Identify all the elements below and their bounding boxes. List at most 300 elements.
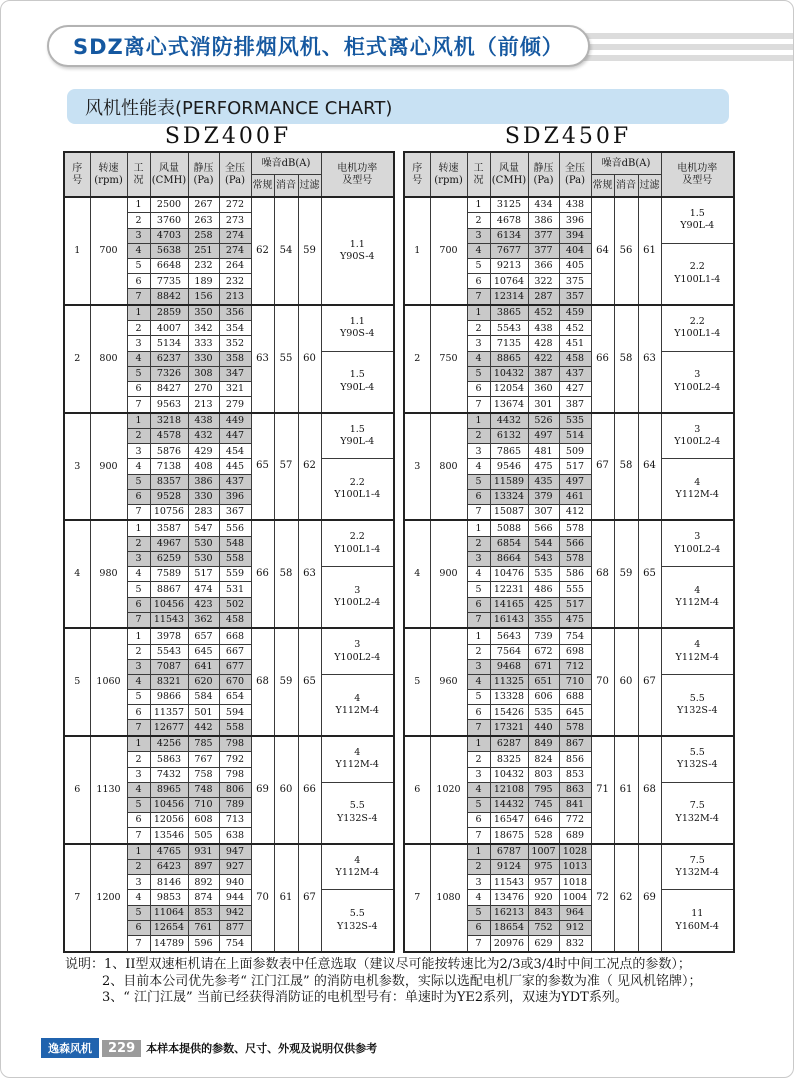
- cell-condition: 3: [467, 659, 490, 674]
- cell-static-pressure: 432: [188, 428, 219, 443]
- cell-flow: 11325: [490, 674, 528, 689]
- cell-motor: 5.5 Y132S-4: [321, 782, 394, 843]
- cell-motor: 7.5 Y132M-4: [661, 782, 734, 843]
- cell-total-pressure: 586: [559, 567, 591, 582]
- cell-rpm: 900: [90, 413, 127, 521]
- cell-total-pressure: 754: [219, 936, 251, 952]
- cell-static-pressure: 386: [528, 213, 559, 228]
- cell-condition: 4: [127, 782, 150, 797]
- cell-flow: 3760: [150, 213, 188, 228]
- cell-total-pressure: 578: [559, 551, 591, 566]
- cell-total-pressure: 712: [559, 659, 591, 674]
- header-condition: 工 况: [467, 152, 490, 197]
- cell-condition: 5: [467, 582, 490, 597]
- cell-noise-normal: 71: [591, 736, 614, 844]
- cell-noise-normal: 70: [251, 844, 274, 952]
- cell-static-pressure: 189: [188, 274, 219, 289]
- cell-total-pressure: 940: [219, 875, 251, 890]
- cell-flow: 6787: [490, 844, 528, 860]
- cell-condition: 6: [127, 489, 150, 504]
- cell-condition: 6: [467, 813, 490, 828]
- cell-group-no: 5: [64, 628, 90, 736]
- cell-static-pressure: 767: [188, 752, 219, 767]
- cell-condition: 7: [467, 504, 490, 520]
- cell-rpm: 1080: [430, 844, 467, 952]
- cell-noise-filtered: 63: [638, 305, 661, 413]
- cell-condition: 5: [127, 258, 150, 273]
- header-motor: 电机功率 及型号: [661, 152, 734, 197]
- cell-noise-silenced: 55: [274, 305, 298, 413]
- cell-flow: 10456: [150, 597, 188, 612]
- cell-static-pressure: 505: [188, 828, 219, 844]
- cell-flow: 9468: [490, 659, 528, 674]
- cell-condition: 7: [127, 612, 150, 628]
- cell-rpm: 960: [430, 628, 467, 736]
- cell-motor: 3 Y100L2-4: [661, 520, 734, 566]
- cell-total-pressure: 387: [559, 397, 591, 413]
- cell-condition: 1: [127, 413, 150, 429]
- cell-condition: 3: [467, 767, 490, 782]
- cell-flow: 6134: [490, 228, 528, 243]
- cell-flow: 13546: [150, 828, 188, 844]
- cell-condition: 2: [127, 213, 150, 228]
- cell-static-pressure: 387: [528, 366, 559, 381]
- notes-block: [65, 957, 737, 1007]
- cell-flow: 14432: [490, 797, 528, 812]
- cell-static-pressure: 287: [528, 289, 559, 305]
- cell-static-pressure: 333: [188, 336, 219, 351]
- cell-total-pressure: 394: [559, 228, 591, 243]
- header-noise: 噪音dB(A): [251, 152, 321, 175]
- cell-noise-filtered: 65: [298, 628, 321, 736]
- cell-static-pressure: 874: [188, 890, 219, 905]
- cell-static-pressure: 543: [528, 551, 559, 566]
- table-row: [64, 305, 394, 321]
- cell-condition: 7: [127, 397, 150, 413]
- cell-condition: 4: [467, 890, 490, 905]
- cell-total-pressure: 556: [219, 520, 251, 536]
- cell-condition: 1: [467, 305, 490, 321]
- cell-static-pressure: 307: [528, 504, 559, 520]
- cell-static-pressure: 270: [188, 381, 219, 396]
- cell-condition: 7: [467, 397, 490, 413]
- cell-total-pressure: 645: [559, 705, 591, 720]
- cell-condition: 4: [127, 459, 150, 474]
- cell-motor: 3 Y100L2-4: [321, 567, 394, 628]
- cell-total-pressure: 559: [219, 567, 251, 582]
- cell-flow: 5876: [150, 444, 188, 459]
- cell-condition: 3: [467, 336, 490, 351]
- cell-condition: 2: [467, 536, 490, 551]
- cell-static-pressure: 362: [188, 612, 219, 628]
- cell-condition: 7: [467, 612, 490, 628]
- cell-static-pressure: 377: [528, 228, 559, 243]
- cell-flow: 3218: [150, 413, 188, 429]
- cell-rpm: 980: [90, 520, 127, 628]
- header-rpm: 转速 (rpm): [430, 152, 467, 197]
- cell-condition: 2: [127, 752, 150, 767]
- cell-flow: 16547: [490, 813, 528, 828]
- cell-condition: 2: [467, 213, 490, 228]
- cell-static-pressure: 535: [528, 705, 559, 720]
- cell-condition: 1: [467, 628, 490, 644]
- cell-total-pressure: 594: [219, 705, 251, 720]
- cell-rpm: 1130: [90, 736, 127, 844]
- cell-flow: 18675: [490, 828, 528, 844]
- cell-total-pressure: 1013: [559, 860, 591, 875]
- cell-static-pressure: 330: [188, 351, 219, 366]
- header-no: 序 号: [404, 152, 430, 197]
- cell-noise-filtered: 63: [298, 520, 321, 628]
- cell-noise-filtered: 68: [638, 736, 661, 844]
- cell-group-no: 2: [64, 305, 90, 413]
- cell-condition: 2: [467, 644, 490, 659]
- cell-flow: 8965: [150, 782, 188, 797]
- cell-flow: 5638: [150, 243, 188, 258]
- page-footer: [41, 1038, 377, 1058]
- cell-group-no: 1: [404, 197, 430, 305]
- cell-flow: 7326: [150, 366, 188, 381]
- cell-static-pressure: 526: [528, 413, 559, 429]
- cell-group-no: 4: [64, 520, 90, 628]
- cell-condition: 4: [127, 351, 150, 366]
- cell-flow: 18654: [490, 920, 528, 935]
- cell-motor: 3 Y100L2-4: [661, 351, 734, 412]
- cell-condition: 4: [467, 567, 490, 582]
- cell-flow: 9866: [150, 690, 188, 705]
- cell-noise-normal: 64: [591, 197, 614, 305]
- cell-static-pressure: 342: [188, 321, 219, 336]
- cell-static-pressure: 481: [528, 444, 559, 459]
- cell-total-pressure: 867: [559, 736, 591, 752]
- cell-static-pressure: 377: [528, 243, 559, 258]
- table-title: SDZ450F: [504, 124, 632, 149]
- cell-flow: 7087: [150, 659, 188, 674]
- cell-flow: 5643: [490, 628, 528, 644]
- cell-static-pressure: 752: [528, 920, 559, 935]
- cell-condition: 3: [127, 875, 150, 890]
- cell-flow: 10456: [150, 797, 188, 812]
- cell-total-pressure: 517: [559, 459, 591, 474]
- cell-total-pressure: 405: [559, 258, 591, 273]
- cell-static-pressure: 366: [528, 258, 559, 273]
- cell-motor: 1.5 Y90L-4: [321, 413, 394, 459]
- cell-flow: 8867: [150, 582, 188, 597]
- cell-static-pressure: 156: [188, 289, 219, 305]
- cell-flow: 11589: [490, 474, 528, 489]
- cell-static-pressure: 795: [528, 782, 559, 797]
- cell-condition: 2: [127, 428, 150, 443]
- cell-condition: 5: [467, 366, 490, 381]
- cell-total-pressure: 274: [219, 243, 251, 258]
- cell-flow: 4967: [150, 536, 188, 551]
- cell-total-pressure: 404: [559, 243, 591, 258]
- cell-condition: 4: [127, 890, 150, 905]
- cell-motor: 3 Y100L2-4: [321, 628, 394, 674]
- cell-static-pressure: 517: [188, 567, 219, 582]
- cell-static-pressure: 785: [188, 736, 219, 752]
- cell-condition: 6: [127, 381, 150, 396]
- cell-static-pressure: 897: [188, 860, 219, 875]
- cell-condition: 1: [127, 736, 150, 752]
- cell-static-pressure: 232: [188, 258, 219, 273]
- cell-condition: 5: [127, 366, 150, 381]
- cell-motor: 7.5 Y132M-4: [661, 844, 734, 890]
- table-row: [64, 628, 394, 644]
- cell-static-pressure: 1007: [528, 844, 559, 860]
- performance-table: [403, 151, 735, 953]
- cell-static-pressure: 434: [528, 197, 559, 213]
- cell-noise-silenced: 58: [614, 305, 638, 413]
- cell-total-pressure: 354: [219, 321, 251, 336]
- section-header: [67, 89, 729, 124]
- cell-condition: 1: [127, 197, 150, 213]
- cell-static-pressure: 975: [528, 860, 559, 875]
- cell-total-pressure: 1028: [559, 844, 591, 860]
- cell-total-pressure: 321: [219, 381, 251, 396]
- cell-total-pressure: 358: [219, 351, 251, 366]
- cell-flow: 8357: [150, 474, 188, 489]
- cell-static-pressure: 530: [188, 551, 219, 566]
- cell-total-pressure: 566: [559, 536, 591, 551]
- cell-condition: 4: [467, 243, 490, 258]
- cell-noise-silenced: 60: [274, 736, 298, 844]
- cell-noise-filtered: 65: [638, 520, 661, 628]
- cell-total-pressure: 357: [559, 289, 591, 305]
- cell-static-pressure: 474: [188, 582, 219, 597]
- header-motor: 电机功率 及型号: [321, 152, 394, 197]
- table-block-left: [63, 125, 393, 953]
- cell-static-pressure: 360: [528, 381, 559, 396]
- cell-flow: 2500: [150, 197, 188, 213]
- header-noise-filtered: 过滤: [638, 175, 661, 198]
- cell-condition: 1: [467, 197, 490, 213]
- cell-static-pressure: 535: [528, 567, 559, 582]
- cell-flow: 7677: [490, 243, 528, 258]
- cell-flow: 5543: [150, 644, 188, 659]
- cell-rpm: 800: [430, 413, 467, 521]
- cell-flow: 10432: [490, 366, 528, 381]
- cell-static-pressure: 428: [528, 336, 559, 351]
- cell-total-pressure: 638: [219, 828, 251, 844]
- cell-flow: 12231: [490, 582, 528, 597]
- cell-motor: 5.5 Y132S-4: [661, 736, 734, 782]
- cell-condition: 5: [467, 258, 490, 273]
- cell-rpm: 1200: [90, 844, 127, 952]
- cell-static-pressure: 379: [528, 489, 559, 504]
- cell-noise-silenced: 59: [274, 628, 298, 736]
- cell-condition: 6: [127, 705, 150, 720]
- cell-flow: 9213: [490, 258, 528, 273]
- cell-condition: 1: [127, 305, 150, 321]
- cell-flow: 9546: [490, 459, 528, 474]
- cell-flow: 17321: [490, 720, 528, 736]
- cell-flow: 8321: [150, 674, 188, 689]
- cell-flow: 10764: [490, 274, 528, 289]
- cell-flow: 14165: [490, 597, 528, 612]
- cell-condition: 5: [467, 797, 490, 812]
- cell-static-pressure: 620: [188, 674, 219, 689]
- cell-static-pressure: 651: [528, 674, 559, 689]
- cell-noise-normal: 68: [591, 520, 614, 628]
- header-flow: 风量 (CMH): [150, 152, 188, 197]
- table-row: [64, 197, 394, 213]
- cell-flow: 9124: [490, 860, 528, 875]
- cell-flow: 20976: [490, 936, 528, 952]
- cell-motor: 4 Y112M-4: [321, 674, 394, 735]
- cell-static-pressure: 442: [188, 720, 219, 736]
- cell-total-pressure: 232: [219, 274, 251, 289]
- cell-condition: 5: [127, 582, 150, 597]
- cell-condition: 2: [127, 860, 150, 875]
- header-total-pressure: 全压 (Pa): [559, 152, 591, 197]
- cell-noise-filtered: 61: [638, 197, 661, 305]
- cell-static-pressure: 435: [528, 474, 559, 489]
- cell-total-pressure: 877: [219, 920, 251, 935]
- table-row: [404, 628, 734, 644]
- cell-motor: 5.5 Y132S-4: [661, 674, 734, 735]
- cell-total-pressure: 1004: [559, 890, 591, 905]
- cell-noise-normal: 63: [251, 305, 274, 413]
- cell-noise-normal: 69: [251, 736, 274, 844]
- cell-condition: 4: [467, 782, 490, 797]
- cell-static-pressure: 645: [188, 644, 219, 659]
- header-rpm: 转速 (rpm): [90, 152, 127, 197]
- table-row: [404, 305, 734, 321]
- cell-rpm: 1060: [90, 628, 127, 736]
- cell-condition: 2: [127, 321, 150, 336]
- cell-static-pressure: 386: [188, 474, 219, 489]
- cell-flow: 3865: [490, 305, 528, 321]
- page-title-banner: [47, 25, 590, 67]
- cell-noise-silenced: 54: [274, 197, 298, 305]
- cell-flow: 12654: [150, 920, 188, 935]
- cell-static-pressure: 263: [188, 213, 219, 228]
- cell-flow: 5088: [490, 520, 528, 536]
- cell-static-pressure: 849: [528, 736, 559, 752]
- header-flow: 风量 (CMH): [490, 152, 528, 197]
- cell-flow: 11543: [150, 612, 188, 628]
- cell-flow: 9563: [150, 397, 188, 413]
- cell-condition: 3: [467, 875, 490, 890]
- cell-condition: 3: [467, 444, 490, 459]
- cell-total-pressure: 1018: [559, 875, 591, 890]
- cell-static-pressure: 267: [188, 197, 219, 213]
- cell-motor: 1.1 Y90S-4: [321, 305, 394, 351]
- cell-condition: 7: [467, 720, 490, 736]
- cell-condition: 5: [127, 474, 150, 489]
- cell-total-pressure: 458: [219, 612, 251, 628]
- cell-static-pressure: 672: [528, 644, 559, 659]
- performance-table: [63, 151, 395, 953]
- cell-noise-silenced: 61: [614, 736, 638, 844]
- cell-total-pressure: 502: [219, 597, 251, 612]
- header-noise: 噪音dB(A): [591, 152, 661, 175]
- cell-motor: 2.2 Y100L1-4: [321, 459, 394, 520]
- cell-total-pressure: 942: [219, 905, 251, 920]
- cell-static-pressure: 892: [188, 875, 219, 890]
- cell-total-pressure: 792: [219, 752, 251, 767]
- cell-static-pressure: 501: [188, 705, 219, 720]
- cell-static-pressure: 584: [188, 690, 219, 705]
- table-row: [404, 736, 734, 752]
- cell-condition: 6: [127, 920, 150, 935]
- cell-flow: 8325: [490, 752, 528, 767]
- cell-flow: 15087: [490, 504, 528, 520]
- cell-noise-silenced: 60: [614, 628, 638, 736]
- cell-total-pressure: 514: [559, 428, 591, 443]
- cell-motor: 1.1 Y90S-4: [321, 197, 394, 305]
- cell-total-pressure: 688: [559, 690, 591, 705]
- cell-static-pressure: 308: [188, 366, 219, 381]
- cell-total-pressure: 459: [559, 305, 591, 321]
- cell-flow: 8842: [150, 289, 188, 305]
- note-line: 2、目前本公司优先参考“ 江门江晟” 的消防电机参数，实际以选配电机厂家的参数为准（ 见风机铭牌）；: [102, 973, 702, 989]
- header-noise-normal: 常规: [591, 175, 614, 198]
- cell-condition: 1: [467, 736, 490, 752]
- cell-total-pressure: 454: [219, 444, 251, 459]
- cell-flow: 2859: [150, 305, 188, 321]
- cell-condition: 7: [467, 936, 490, 952]
- cell-noise-filtered: 69: [638, 844, 661, 952]
- cell-total-pressure: 558: [219, 551, 251, 566]
- cell-static-pressure: 530: [188, 536, 219, 551]
- cell-condition: 5: [467, 690, 490, 705]
- cell-condition: 7: [127, 504, 150, 520]
- cell-noise-silenced: 57: [274, 413, 298, 521]
- cell-noise-filtered: 64: [638, 413, 661, 521]
- cell-rpm: 700: [430, 197, 467, 305]
- cell-total-pressure: 558: [219, 720, 251, 736]
- cell-static-pressure: 475: [528, 459, 559, 474]
- cell-condition: 3: [467, 551, 490, 566]
- cell-condition: 1: [127, 844, 150, 860]
- cell-total-pressure: 654: [219, 690, 251, 705]
- cell-static-pressure: 408: [188, 459, 219, 474]
- cell-group-no: 3: [64, 413, 90, 521]
- cell-static-pressure: 748: [188, 782, 219, 797]
- cell-condition: 6: [467, 274, 490, 289]
- brand-badge: 逸森风机: [41, 1038, 99, 1058]
- cell-flow: 8146: [150, 875, 188, 890]
- cell-condition: 7: [127, 936, 150, 952]
- cell-total-pressure: 863: [559, 782, 591, 797]
- cell-flow: 8865: [490, 351, 528, 366]
- cell-condition: 4: [127, 674, 150, 689]
- cell-total-pressure: 713: [219, 813, 251, 828]
- cell-condition: 6: [467, 920, 490, 935]
- cell-condition: 1: [467, 844, 490, 860]
- cell-flow: 5134: [150, 336, 188, 351]
- note-line: 3、“ 江门江晟” 当前已经获得消防证的电机型号有：单速时为YE2系列，双速为YDT系列。: [102, 990, 628, 1005]
- header-no: 序 号: [64, 152, 90, 197]
- cell-group-no: 5: [404, 628, 430, 736]
- note-line: [65, 957, 737, 974]
- cell-group-no: 7: [404, 844, 430, 952]
- cell-condition: 4: [467, 459, 490, 474]
- cell-flow: 4703: [150, 228, 188, 243]
- cell-flow: 10432: [490, 767, 528, 782]
- cell-total-pressure: 789: [219, 797, 251, 812]
- cell-motor: 1.5 Y90L-4: [321, 351, 394, 412]
- cell-static-pressure: 355: [528, 612, 559, 628]
- cell-flow: 7735: [150, 274, 188, 289]
- cell-static-pressure: 739: [528, 628, 559, 644]
- cell-static-pressure: 566: [528, 520, 559, 536]
- cell-rpm: 800: [90, 305, 127, 413]
- cell-total-pressure: 451: [559, 336, 591, 351]
- table-row: [404, 520, 734, 536]
